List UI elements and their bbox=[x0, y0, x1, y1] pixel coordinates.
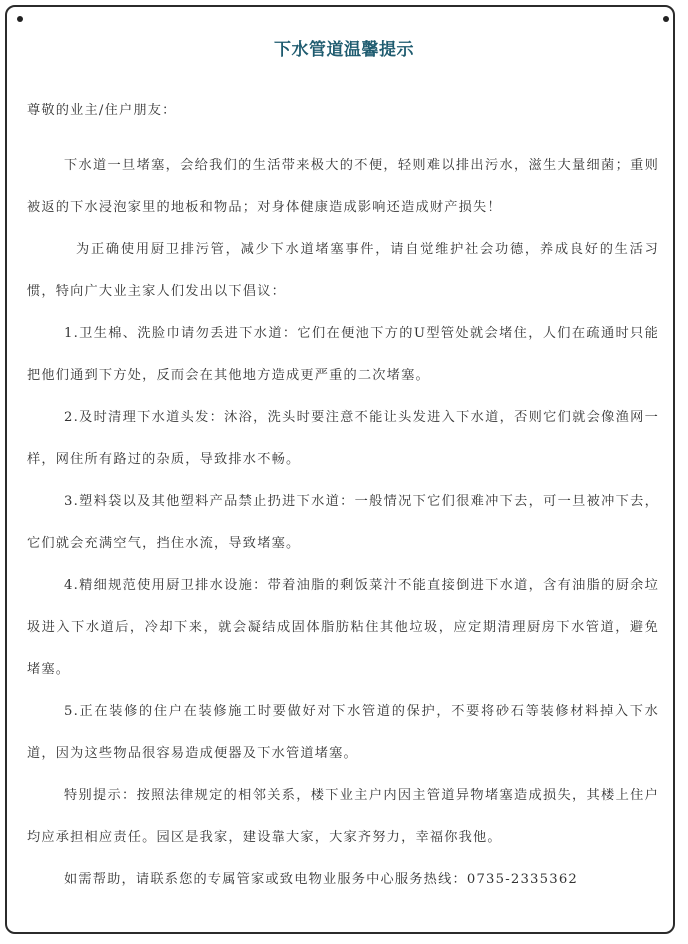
paragraph-special-notice: 特别提示：按照法律规定的相邻关系，楼下业主户内因主管道异物堵塞造成损失，其楼上住户均应承担相应责任。园区是我家，建设靠大家，大家齐努力，幸福你我他。 bbox=[27, 788, 659, 845]
paragraph-contact: 如需帮助，请联系您的专属管家或致电物业服务中心服务热线：0735-2335362 bbox=[64, 872, 578, 887]
paragraph-proposal: 为正确使用厨卫排污管，减少下水道堵塞事件，请自觉维护社会功德，养成良好的生活习惯，特向广大业主家人们发出以下倡议： bbox=[27, 242, 659, 299]
paragraph-item-1: 1.卫生棉、洗脸巾请勿丢进下水道：它们在便池下方的U型管处就会堵住，人们在疏通时只能把他们通到下方处，反而会在其他地方造成更严重的二次堵塞。 bbox=[27, 326, 659, 383]
corner-dot-right bbox=[663, 16, 669, 22]
paragraph-item-4: 4.精细规范使用厨卫排水设施：带着油脂的剩饭菜汁不能直接倒进下水道，含有油脂的厨余垃圾进入下水道后，冷却下来，就会凝结成固体脂肪粘住其他垃圾，应定期清理厨房下水管道，避免堵塞。 bbox=[27, 578, 659, 677]
paragraph-item-2: 2.及时清理下水道头发：沐浴，洗头时要注意不能让头发进入下水道，否则它们就会像渔网一样，网住所有路过的杂质，导致排水不畅。 bbox=[27, 410, 659, 467]
notice-body bbox=[27, 90, 659, 901]
corner-dot-left bbox=[17, 16, 23, 22]
paragraph-item-5: 5.正在装修的住户在装修施工时要做好对下水管道的保护，不要将砂石等装修材料掉入下水道，因为这些物品很容易造成便器及下水管道堵塞。 bbox=[27, 704, 659, 761]
page-title: 下水管道温馨提示 bbox=[274, 40, 414, 60]
salutation: 尊敬的业主/住户朋友： bbox=[27, 103, 177, 118]
paragraph-intro: 下水道一旦堵塞，会给我们的生活带来极大的不便，轻则难以排出污水，滋生大量细菌；重则被返的下水浸泡家里的地板和物品；对身体健康造成影响还造成财产损失！ bbox=[27, 158, 659, 215]
paragraph-item-3: 3.塑料袋以及其他塑料产品禁止扔进下水道：一般情况下它们很难冲下去，可一旦被冲下去，它们就会充满空气，挡住水流，导致堵塞。 bbox=[27, 494, 659, 551]
